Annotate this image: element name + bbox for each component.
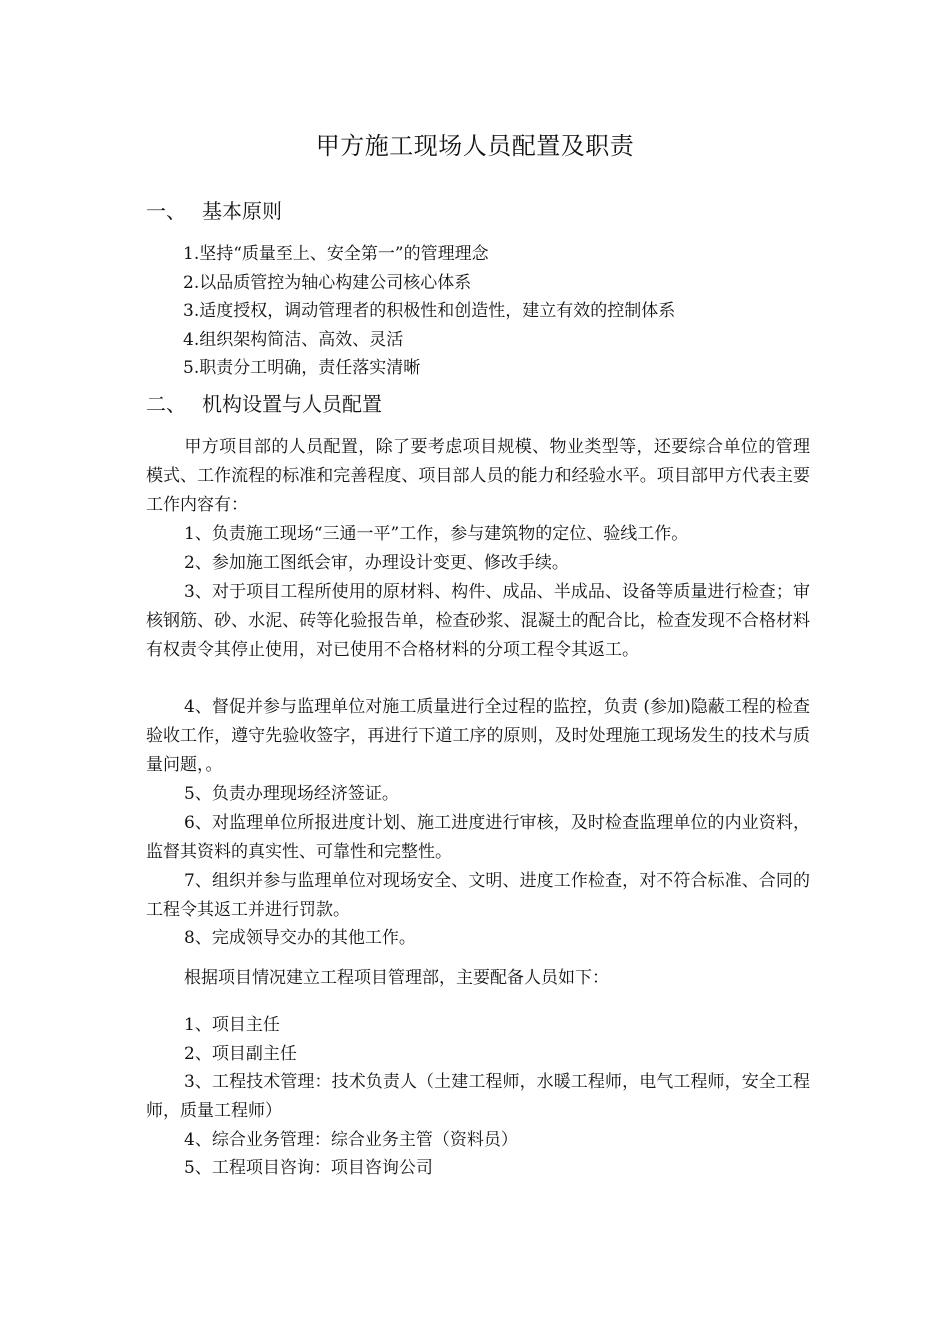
principle-item: 4.组织架构简洁、高效、灵活: [183, 330, 404, 350]
duty-item: [146, 520, 810, 549]
staff-item: [146, 1011, 810, 1040]
document-title: 甲方施工现场人员配置及职责: [315, 132, 635, 160]
duty-text: 2、参加施工图纸会审，办理设计变更、修改手续。: [184, 553, 569, 573]
section-heading-basic-principles: [146, 196, 282, 226]
staff-text: 3、工程技术管理：技术负责人（土建工程师，水暖工程师，电气工程师，安全工程师，质量工程师）: [146, 1072, 810, 1121]
staff-text: 4、综合业务管理：综合业务主管（资料员）: [184, 1130, 518, 1150]
duty-text: 5、负责办理现场经济签证。: [184, 784, 399, 804]
principle-item: 5.职责分工明确，责任落实清晰: [183, 358, 421, 378]
duty-item: [146, 578, 810, 665]
principle-item: 3.适度授权，调动管理者的积极性和创造性，建立有效的控制体系: [183, 301, 676, 321]
duty-item: [146, 867, 810, 925]
staff-item: [146, 1154, 810, 1183]
duty-item: [146, 924, 810, 953]
duty-text: 3、对于项目工程所使用的原材料、构件、成品、半成品、设备等质量进行检查；审核钢筋、砂、水泥、砖等化验报告单，检查砂浆、混凝土的配合比，检查发现不合格材料有权责令其停止使用，对已使用不合格材料的分项工程令其返工。: [146, 582, 810, 660]
duty-text: 7、组织并参与监理单位对现场安全、文明、进度工作检查，对不符合标准、合同的工程令其返工并进行罚款。: [146, 871, 810, 920]
section-number: 二、: [146, 392, 186, 416]
staffing-intro-text: 根据项目情况建立工程项目管理部，主要配备人员如下：: [184, 968, 609, 988]
staff-text: 5、工程项目咨询：项目咨询公司: [184, 1158, 433, 1178]
staffing-intro: [146, 964, 810, 993]
staff-item: [146, 1068, 810, 1126]
duty-item: [146, 809, 810, 867]
duty-item: [146, 693, 810, 780]
intro-text: 甲方项目部的人员配置，除了要考虑项目规模、物业类型等，还要综合单位的管理模式、工作流程的标准和完善程度、项目部人员的能力和经验水平。项目部甲方代表主要工作内容有：: [146, 437, 810, 515]
principle-item: 2.以品质管控为轴心构建公司核心体系: [183, 273, 472, 293]
section-number: 一、: [146, 199, 186, 223]
principle-item: 1.坚持“质量至上、安全第一”的管理理念: [183, 244, 489, 264]
section-intro-paragraph: [146, 433, 810, 520]
section-title: 基本原则: [202, 199, 282, 223]
duty-item: [146, 549, 810, 578]
staff-text: 2、项目副主任: [184, 1044, 297, 1064]
staff-item: [146, 1126, 810, 1155]
section-heading-organization: [146, 389, 382, 419]
duty-item: [146, 780, 810, 809]
duty-text: 8、完成领导交办的其他工作。: [184, 928, 416, 948]
duty-text: 4、督促并参与监理单位对施工质量进行全过程的监控，负责 (参加)隐蔽工程的检查验收工作，遵守先验收签字，再进行下道工序的原则，及时处理施工现场发生的技术与质量问题，。: [146, 697, 810, 775]
staff-item: [146, 1040, 810, 1069]
section-title: 机构设置与人员配置: [202, 392, 382, 416]
duty-text: 1、负责施工现场“三通一平”工作，参与建筑物的定位、验线工作。: [184, 524, 689, 544]
staff-text: 1、项目主任: [184, 1015, 280, 1035]
duty-text: 6、对监理单位所报进度计划、施工进度进行审核，及时检查监理单位的内业资料，监督其资料的真实性、可靠性和完整性。: [146, 813, 810, 862]
